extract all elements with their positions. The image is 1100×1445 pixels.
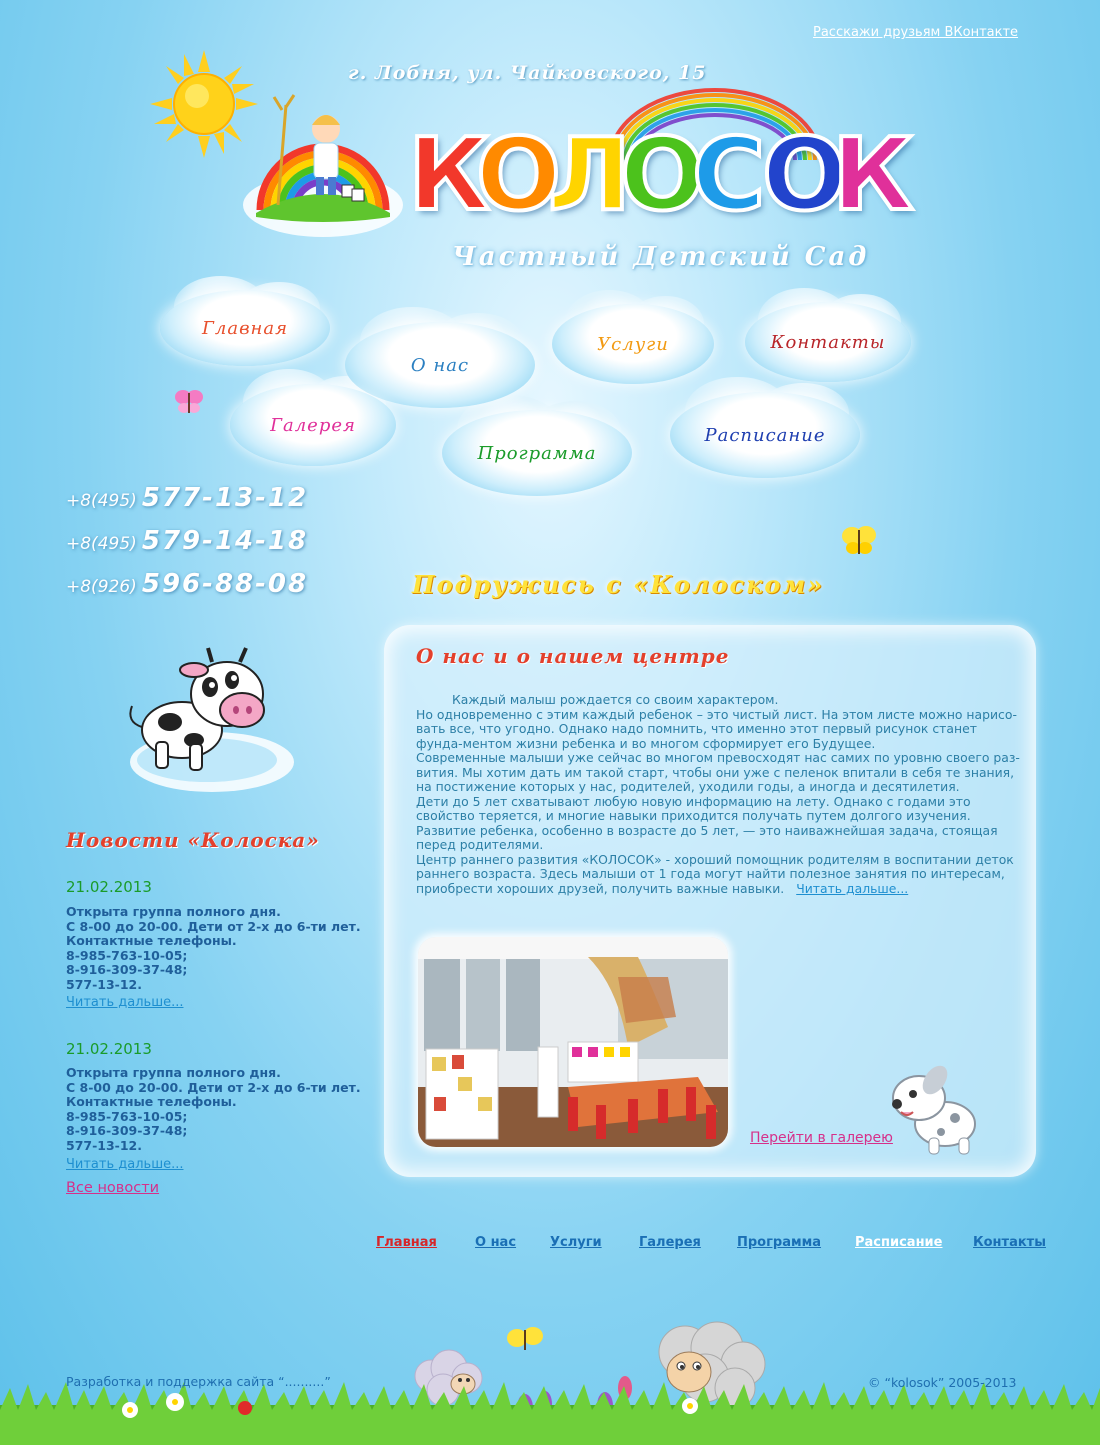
news-date: 21.02.2013	[66, 878, 152, 896]
about-paragraph-text: Центр раннего развития «КОЛОСОК» - хороший помощник родителям в воспитании деток раннего возраста. Здесь малыши от 1 года могут найти полезное занятия по интересам, приобрести хороших друзей, получить важные навыки.	[416, 851, 1014, 896]
news-line: Контактные телефоны.	[66, 1094, 237, 1109]
footer-nav-about[interactable]: О нас	[475, 1235, 517, 1250]
phone-code: +8(495)	[66, 534, 137, 554]
puppy-icon	[885, 1058, 985, 1156]
news-line: С 8-00 до 20-00. Дети от 2-х до 6-ти лет.	[66, 918, 361, 934]
phone-digits: 577-13-12	[141, 483, 309, 513]
nav-cloud-schedule[interactable]	[670, 392, 860, 478]
news-body	[66, 1066, 366, 1153]
logo-letter: О	[620, 116, 706, 233]
gallery-link[interactable]: Перейти в галерею	[750, 1130, 893, 1146]
butterfly-yellow-icon	[840, 524, 878, 558]
nav-cloud-main[interactable]	[160, 290, 330, 366]
news-heading: Новости «Колоска»	[66, 828, 320, 852]
vk-share-link[interactable]: Расскажи друзьям ВКонтакте	[813, 25, 1019, 40]
phone-digits: 596-88-08	[141, 569, 309, 599]
logo-letter: О	[476, 116, 562, 233]
news-read-more-link[interactable]: Читать дальше...	[66, 1157, 184, 1172]
nav-cloud-services[interactable]	[552, 304, 714, 384]
rainbow-child-logo-icon	[238, 85, 408, 245]
logo-letter: О	[762, 116, 848, 233]
news-date: 21.02.2013	[66, 1040, 152, 1058]
footer-nav-schedule[interactable]: Расписание	[855, 1235, 943, 1250]
about-paragraph: Современные малыши уже сейчас во многом превосходят нас самих по уровню своего раз-вития. Мы хотим дать им такой старт, чтобы они уже с пеленок впитали в себя те знания, на постижение которых у нас, родителей, уходили годы, а иногда и десятилетия.	[416, 750, 1020, 794]
copyright-text: © “kolosok” 2005-2013	[868, 1375, 1017, 1390]
nav-label-contacts: Контакты	[770, 331, 886, 353]
befriend-heading: Подружись с «Колоском»	[412, 570, 825, 599]
footer-nav-services[interactable]: Услуги	[550, 1235, 602, 1250]
about-paragraph	[416, 853, 1020, 897]
footer-nav-program[interactable]: Программа	[737, 1235, 822, 1250]
news-line: 577-13-12.	[66, 976, 143, 992]
logo-letter: Л	[548, 116, 632, 233]
footer-nav-contacts[interactable]: Контакты	[973, 1235, 1046, 1250]
news-line: 8-916-309-37-48;	[66, 1123, 188, 1138]
about-read-more-link[interactable]: Читать дальше...	[796, 880, 909, 896]
nav-cloud-program[interactable]	[442, 410, 632, 496]
nav-label-main: Главная	[201, 317, 289, 339]
phone-number	[66, 526, 308, 556]
news-line: 8-985-763-10-05;	[66, 1108, 188, 1124]
news-line: 8-985-763-10-05;	[66, 947, 188, 963]
address-text: г. Лобня, ул. Чайковского, 15	[348, 62, 707, 84]
site-logo[interactable]	[408, 116, 928, 235]
nav-label-program: Программа	[477, 442, 597, 464]
phone-digits: 579-14-18	[141, 526, 309, 556]
logo-letter: К	[832, 116, 914, 233]
footer-nav-gallery[interactable]: Галерея	[639, 1235, 701, 1250]
logo-letter: С	[692, 116, 766, 233]
phone-number	[66, 483, 308, 513]
about-text	[416, 693, 1020, 896]
butterfly-pink-icon	[173, 387, 205, 417]
news-line: С 8-00 до 20-00. Дети от 2-х до 6-ти лет.	[66, 1079, 361, 1095]
nav-label-about: О нас	[410, 354, 470, 376]
about-paragraph: Дети до 5 лет схватывают любую новую информацию на лету. Однако с годами это свойство теряется, и многие навыки приходится получать путем долгого изучения.	[416, 793, 971, 823]
about-heading: О нас и о нашем центре	[416, 644, 730, 668]
news-line: 8-916-309-37-48;	[66, 962, 188, 977]
phone-code: +8(495)	[66, 491, 137, 511]
developer-credit: Разработка и поддержка сайта “..........”	[66, 1374, 331, 1389]
news-line: Открыта группа полного дня.	[66, 1065, 281, 1080]
nav-cloud-contacts[interactable]	[745, 302, 911, 382]
nav-label-schedule: Расписание	[704, 424, 826, 446]
classroom-photo[interactable]	[418, 937, 728, 1147]
nav-label-services: Услуги	[597, 333, 669, 355]
phone-code: +8(926)	[66, 577, 137, 597]
site-subtitle: Частный Детский Сад	[452, 242, 870, 272]
nav-cloud-gallery[interactable]	[230, 384, 396, 466]
about-paragraph: Развитие ребенка, особенно в возрасте до 5 лет, — это наиважнейшая задача, стоящая перед родителями.	[416, 822, 998, 852]
news-line: 577-13-12.	[66, 1137, 143, 1153]
about-paragraph: Каждый малыш рождается со своим характером.	[452, 692, 779, 707]
phone-number	[66, 569, 308, 599]
all-news-link[interactable]: Все новости	[66, 1180, 160, 1196]
news-line: Контактные телефоны.	[66, 933, 237, 948]
about-paragraph: Но одновременно с этим каждый ребенок – это чистый лист. На этом листе можно нарисо-вать все, что угодно. Однако надо помнить, что именно этот первый рисунок станет фунда-ментом жизни ребенка и во многом сформирует его Будущее.	[416, 706, 1017, 751]
news-line: Открыта группа полного дня.	[66, 904, 281, 919]
footer-nav-main[interactable]: Главная	[376, 1235, 437, 1250]
logo-letter: К	[408, 116, 490, 233]
nav-cloud-about[interactable]	[345, 322, 535, 408]
news-body	[66, 905, 366, 992]
nav-label-gallery: Галерея	[270, 414, 356, 436]
cow-icon	[112, 632, 302, 802]
news-read-more-link[interactable]: Читать дальше...	[66, 995, 184, 1010]
